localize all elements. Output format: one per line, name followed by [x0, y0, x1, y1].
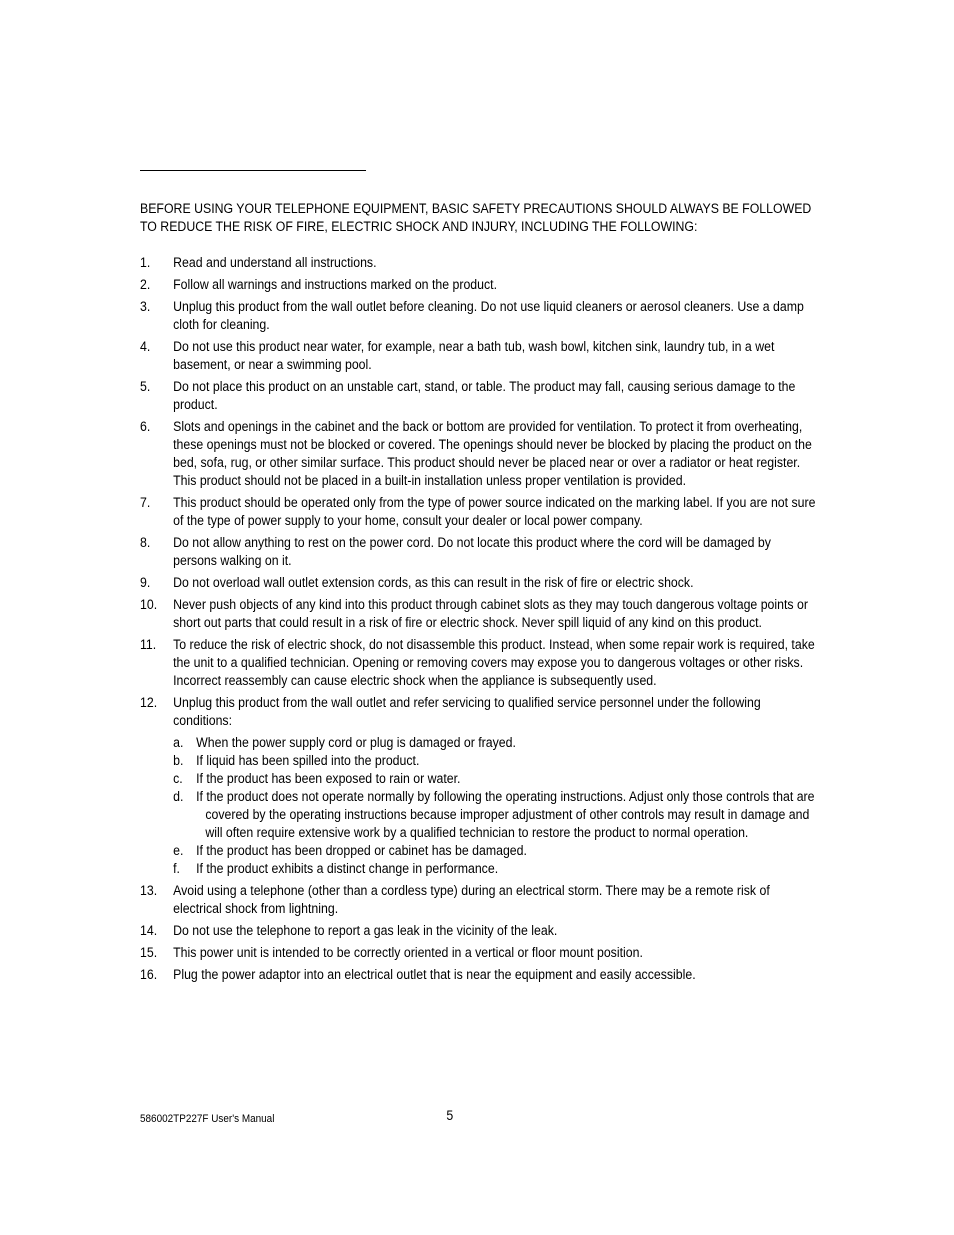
sub-item-text: If the product exhibits a distinct change in performance. — [196, 861, 499, 876]
safety-instructions-list — [140, 254, 816, 988]
item-number: 13. — [140, 883, 158, 898]
item-text: Never push objects of any kind into this product through cabinet slots as they may touch dangerous voltage points or short out parts that could result in a risk of fire or electric shock. Never spill liquid of any kind on this product. — [173, 597, 808, 630]
service-conditions-list — [173, 734, 816, 878]
list-item — [140, 944, 816, 962]
sub-list-item — [173, 860, 816, 878]
item-text: Slots and openings in the cabinet and the back or bottom are provided for ventilation. To protect it from overheating, these openings must not be blocked or covered. The openings should never be blocked by placing the product on the bed, sofa, rug, or other similar surface. This product should never be placed near or over a radiator or heat register. This product should not be placed in a built-in installation unless proper ventilation is provided. — [173, 419, 812, 488]
item-number: 2. — [140, 277, 151, 292]
item-text: Unplug this product from the wall outlet and refer servicing to qualified service personnel under the following conditions: — [173, 695, 761, 728]
list-item — [140, 534, 816, 570]
item-number: 4. — [140, 339, 151, 354]
list-item — [140, 254, 816, 272]
item-text: Do not use this product near water, for example, near a bath tub, wash bowl, kitchen sink, laundry tub, in a wet basement, or near a swimming pool. — [173, 339, 775, 372]
list-item — [140, 694, 816, 878]
item-text: This product should be operated only from the type of power source indicated on the marking label. If you are not sure of the type of power supply to your home, consult your dealer or local power company. — [173, 495, 816, 528]
document-page — [11, 0, 889, 1235]
sub-item-text: If liquid has been spilled into the product. — [196, 753, 420, 768]
item-number: 6. — [140, 419, 151, 434]
list-item — [140, 882, 816, 918]
sub-item-text: If the product has been dropped or cabinet has be damaged. — [196, 843, 527, 858]
sub-list-item — [173, 770, 816, 788]
sub-item-letter: f. — [173, 861, 180, 876]
item-number: 7. — [140, 495, 151, 510]
list-item — [140, 966, 816, 984]
item-number: 11. — [140, 637, 157, 652]
item-number: 16. — [140, 967, 158, 982]
item-number: 12. — [140, 695, 158, 710]
list-item — [140, 378, 816, 414]
list-item — [140, 298, 816, 334]
list-item — [140, 574, 816, 592]
list-item — [140, 276, 816, 294]
list-item — [140, 596, 816, 632]
item-number: 9. — [140, 575, 151, 590]
footer-manual-title: 586002TP227F User's Manual — [140, 1113, 275, 1125]
sub-item-letter: e. — [173, 843, 184, 858]
sub-item-letter: b. — [173, 753, 184, 768]
sub-item-letter: a. — [173, 735, 184, 750]
item-text: Do not use the telephone to report a gas leak in the vicinity of the leak. — [173, 923, 558, 938]
list-item — [140, 418, 816, 490]
item-text: To reduce the risk of electric shock, do not disassemble this product. Instead, when some repair work is required, take the unit to a qualified technician. Opening or removing covers may expose you to dangerous voltages or other risks. Incorrect reassembly can cause electric shock when the appliance is subsequently used. — [173, 637, 815, 688]
list-item — [140, 636, 816, 690]
item-number: 14. — [140, 923, 158, 938]
item-text: Plug the power adaptor into an electrical outlet that is near the equipment and easily accessible. — [173, 967, 696, 982]
sub-item-letter: d. — [173, 789, 184, 804]
item-text: Do not allow anything to rest on the power cord. Do not locate this product where the cord will be damaged by persons walking on it. — [173, 535, 771, 568]
item-text: Unplug this product from the wall outlet before cleaning. Do not use liquid cleaners or aerosol cleaners. Use a damp cloth for cleaning. — [173, 299, 804, 332]
sub-list-item — [173, 734, 816, 752]
safety-intro: BEFORE USING YOUR TELEPHONE EQUIPMENT, BASIC SAFETY PRECAUTIONS SHOULD ALWAYS BE FOLLOWED TO REDUCE THE RISK OF FIRE, ELECTRIC SHOCK AND INJURY, INCLUDING THE FOLLOWING: — [140, 201, 812, 234]
item-text: Do not place this product on an unstable cart, stand, or table. The product may fall, causing serious damage to the product. — [173, 379, 796, 412]
item-text: Do not overload wall outlet extension cords, as this can result in the risk of fire or electric shock. — [173, 575, 694, 590]
item-number: 3. — [140, 299, 151, 314]
page-number: 5 — [446, 1108, 454, 1123]
item-text: Read and understand all instructions. — [173, 255, 377, 270]
item-text: Avoid using a telephone (other than a cordless type) during an electrical storm. There may be a remote risk of electrical shock from lightning. — [173, 883, 770, 916]
list-item — [140, 494, 816, 530]
list-item — [140, 338, 816, 374]
item-text: This power unit is intended to be correctly oriented in a vertical or floor mount position. — [173, 945, 643, 960]
list-item — [140, 922, 816, 940]
item-number: 1. — [140, 255, 151, 270]
item-number: 15. — [140, 945, 158, 960]
item-number: 10. — [140, 597, 158, 612]
sub-item-text: If the product does not operate normally by following the operating instructions. Adjust only those controls that are covered by the operating instructions because improper adjustment of other controls may result in damage and will often require extensive work by a qualified technician to restore the product to normal operation. — [196, 789, 815, 840]
sub-list-item — [173, 842, 816, 860]
sub-list-item — [173, 752, 816, 770]
sub-list-item — [173, 788, 816, 842]
item-number: 8. — [140, 535, 151, 550]
sub-item-text: If the product has been exposed to rain or water. — [196, 771, 461, 786]
item-text: Follow all warnings and instructions marked on the product. — [173, 277, 498, 292]
sub-item-text: When the power supply cord or plug is damaged or frayed. — [196, 735, 516, 750]
sub-item-letter: c. — [173, 771, 183, 786]
item-number: 5. — [140, 379, 151, 394]
section-rule — [140, 170, 366, 171]
